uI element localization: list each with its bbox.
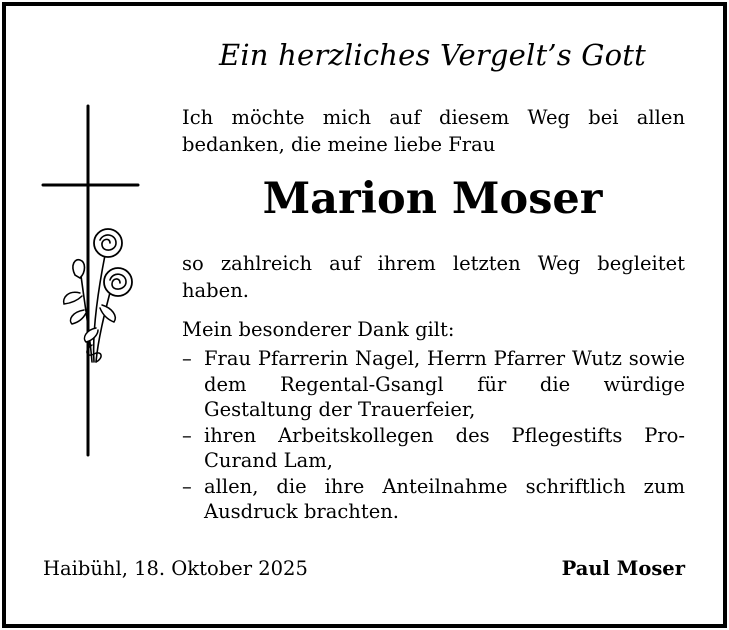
thanks-list [182, 346, 685, 525]
list-dash: – [182, 347, 192, 370]
thanks-item [182, 474, 685, 525]
thanks-item-text: allen, die ihre Anteilnahme schriftlich zum Ausdruck brachten. [204, 474, 685, 523]
continuation-text: so zahlreich auf ihrem letzten Weg begleitet haben. [182, 252, 685, 302]
thanks-item-text: Frau Pfarrerin Nagel, Herrn Pfarrer Wutz sowie dem Regental-Gsangl für die würdige Gestaltung der Trauerfeier, [204, 347, 685, 421]
thanks-item-text: ihren Arbeitskollegen des Pflegestifts Pro-Curand Lam, [204, 423, 685, 472]
cross-with-roses-icon [40, 100, 150, 460]
thanks-item [182, 423, 685, 474]
list-dash: – [182, 423, 192, 447]
headline: Ein herzliches Vergelt’s Gott [218, 38, 647, 72]
list-dash: – [182, 474, 192, 498]
thanks-item [182, 346, 685, 423]
deceased-name: Marion Moser [262, 174, 603, 224]
intro-text: Ich möchte mich auf diesem Weg bei allen bedanken, die meine liebe Frau [182, 106, 685, 156]
place-date: Haibühl, 18. Oktober 2025 [43, 557, 308, 580]
signature: Paul Moser [561, 557, 685, 580]
thanks-heading: Mein besonderer Dank gilt: [182, 318, 455, 341]
